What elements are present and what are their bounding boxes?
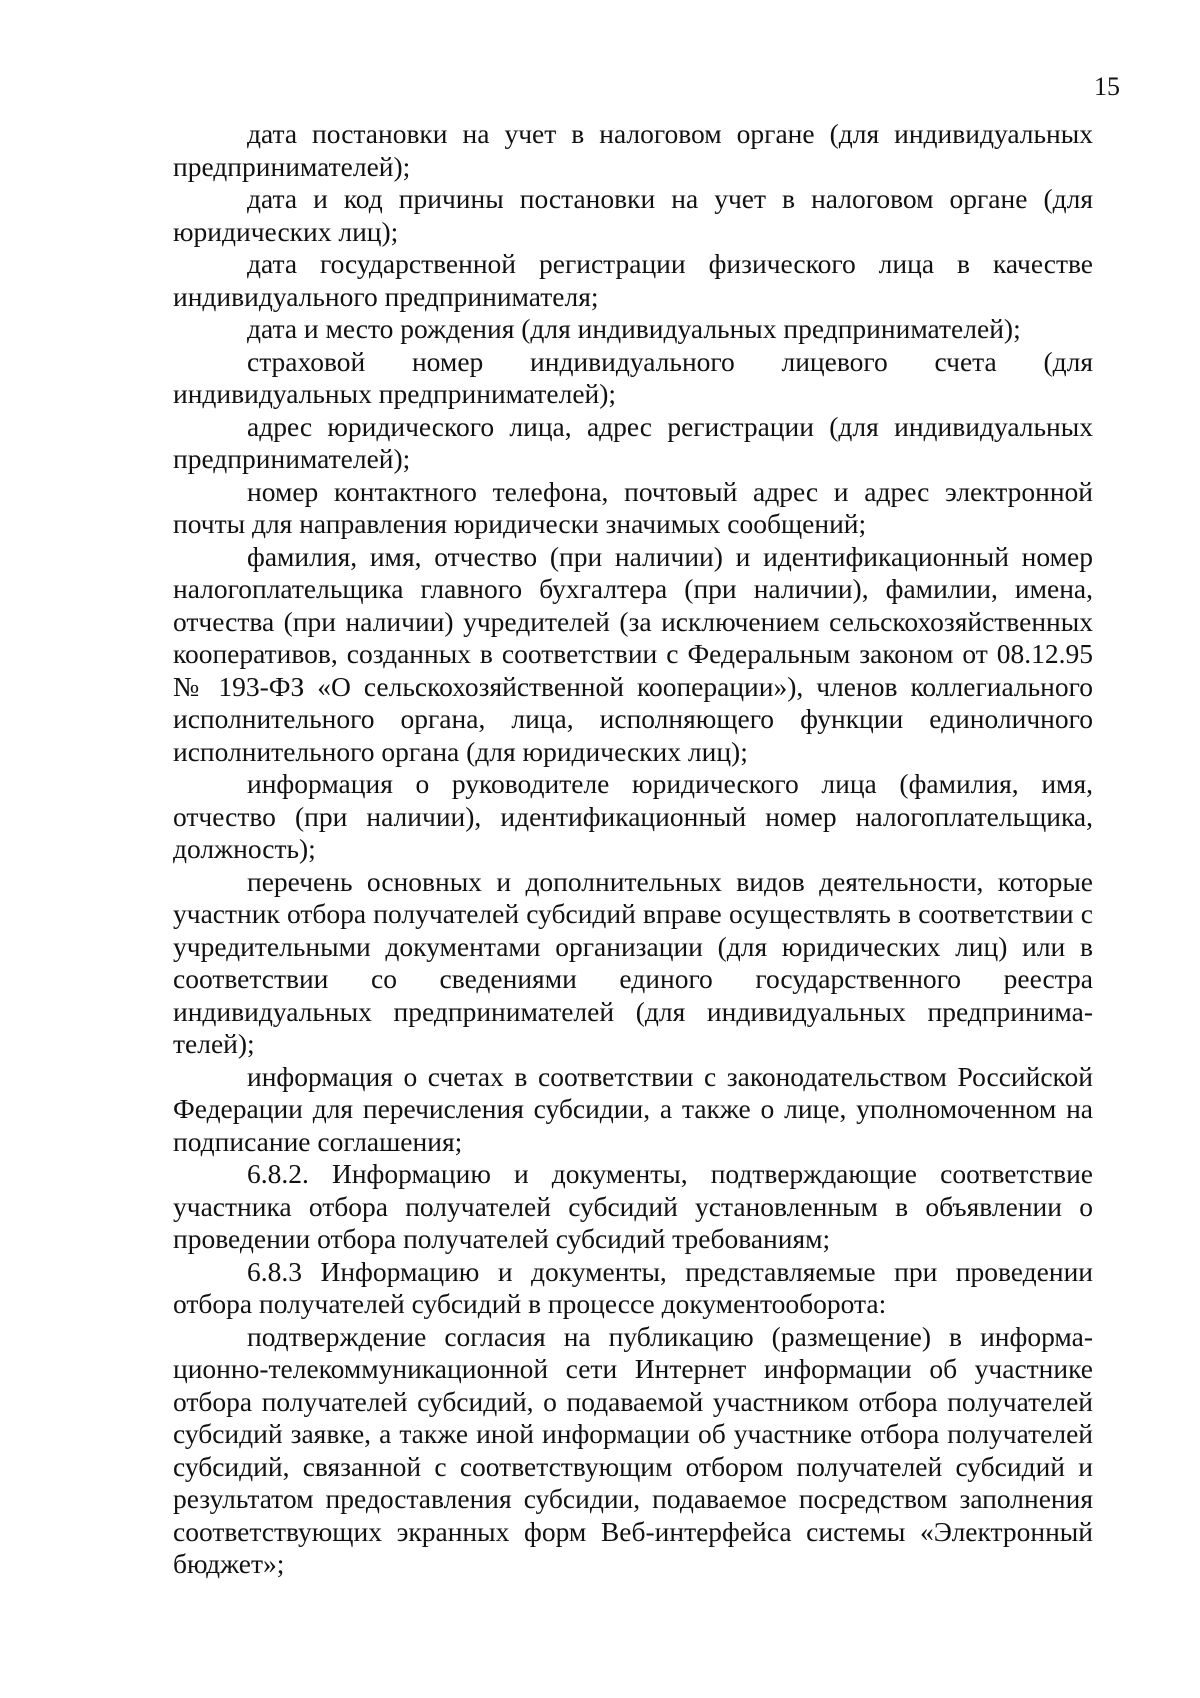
paragraph-activity-types: перечень основных и дополнительных видов деятельности, которые участник отбора получателей субсидий вправе осуществлять в соответствии с учредительными документами организации (для юридических лиц) или в соответствии со сведениями единого государственного реестра индивидуальных предпринимателей (для индивидуальных предпринимателей); [173,865,1093,1059]
paragraph-head-info: информация о руководителе юридического лица (фамилия, имя, отчество (при наличии), идентификационный номер налогоплательщика, должность); [173,768,1093,864]
paragraph-insurance-number: страховой номер индивидуального лицевого счета (для индивидуальных предпринимателей); [173,345,1093,409]
paragraph-section-6-8-3: 6.8.3 Информацию и документы, представляемые при проведении отбора получателей субсидий в процессе документооборота: [173,1255,1093,1319]
paragraph-chief-accountant-founders: фамилия, имя, отчество (при наличии) и идентификационный номер налогоплательщика главного бухгалтера (при наличии), фамилии, имена, отчества (при наличии) учредителей (за исключением сельскохозяйственных кооперативов, созданных в соответствии с Федеральным законом от 08.12.95 № 193-ФЗ «О сельскохозяйственной кооперации»), членов коллегиального исполнительного органа, лица, исполняющего функции единоличного исполнительного органа (для юридических лиц); [173,540,1093,767]
paragraph-birth-date-place: дата и место рождения (для индивидуальных предпринимателей); [247,313,1021,344]
paragraph-legal-address: адрес юридического лица, адрес регистрации (для индивидуальных предпринимателей); [173,410,1093,474]
paragraph-contact-info: номер контактного телефона, почтовый адрес и адрес электронной почты для направления юридически значимых сообщений; [173,475,1093,539]
paragraph-tax-registration-date: дата постановки на учет в налоговом органе (для индивидуальных предпринимателей); [173,118,1093,182]
page-number: 15 [1094,72,1120,101]
paragraph-publication-consent: подтверждение согласия на публикацию (размещение) в информационно-телекоммуникационной сети Интернет информации об участнике отбора получателей субсидий, о подаваемой участником отбора получателей субсидий заявке, а также иной информации об участнике отбора получателей субсидий, связанной с соответствующим отбором получателей субсидий и результатом предоставления субсидии, подаваемое посредством заполнения соответствующих экранных форм Веб-интерфейса системы «Электронный бюджет»; [173,1320,1093,1579]
paragraph-state-registration-date: дата государственной регистрации физического лица в качестве индивидуального предпринимателя; [173,248,1093,312]
document-body [173,118,1093,1581]
paragraph-section-6-8-2: 6.8.2. Информацию и документы, подтверждающие соответствие участника отбора получателей субсидий установленным в объявлении о проведении отбора получателей субсидий требованиям; [173,1158,1093,1254]
paragraph-bank-accounts: информация о счетах в соответствии с законодательством Российской Федерации для перечисления субсидии, а также о лице, уполномоченном на подписание соглашения; [173,1060,1093,1157]
paragraph-registration-reason-code: дата и код причины постановки на учет в налоговом органе (для юридических лиц); [173,183,1093,247]
